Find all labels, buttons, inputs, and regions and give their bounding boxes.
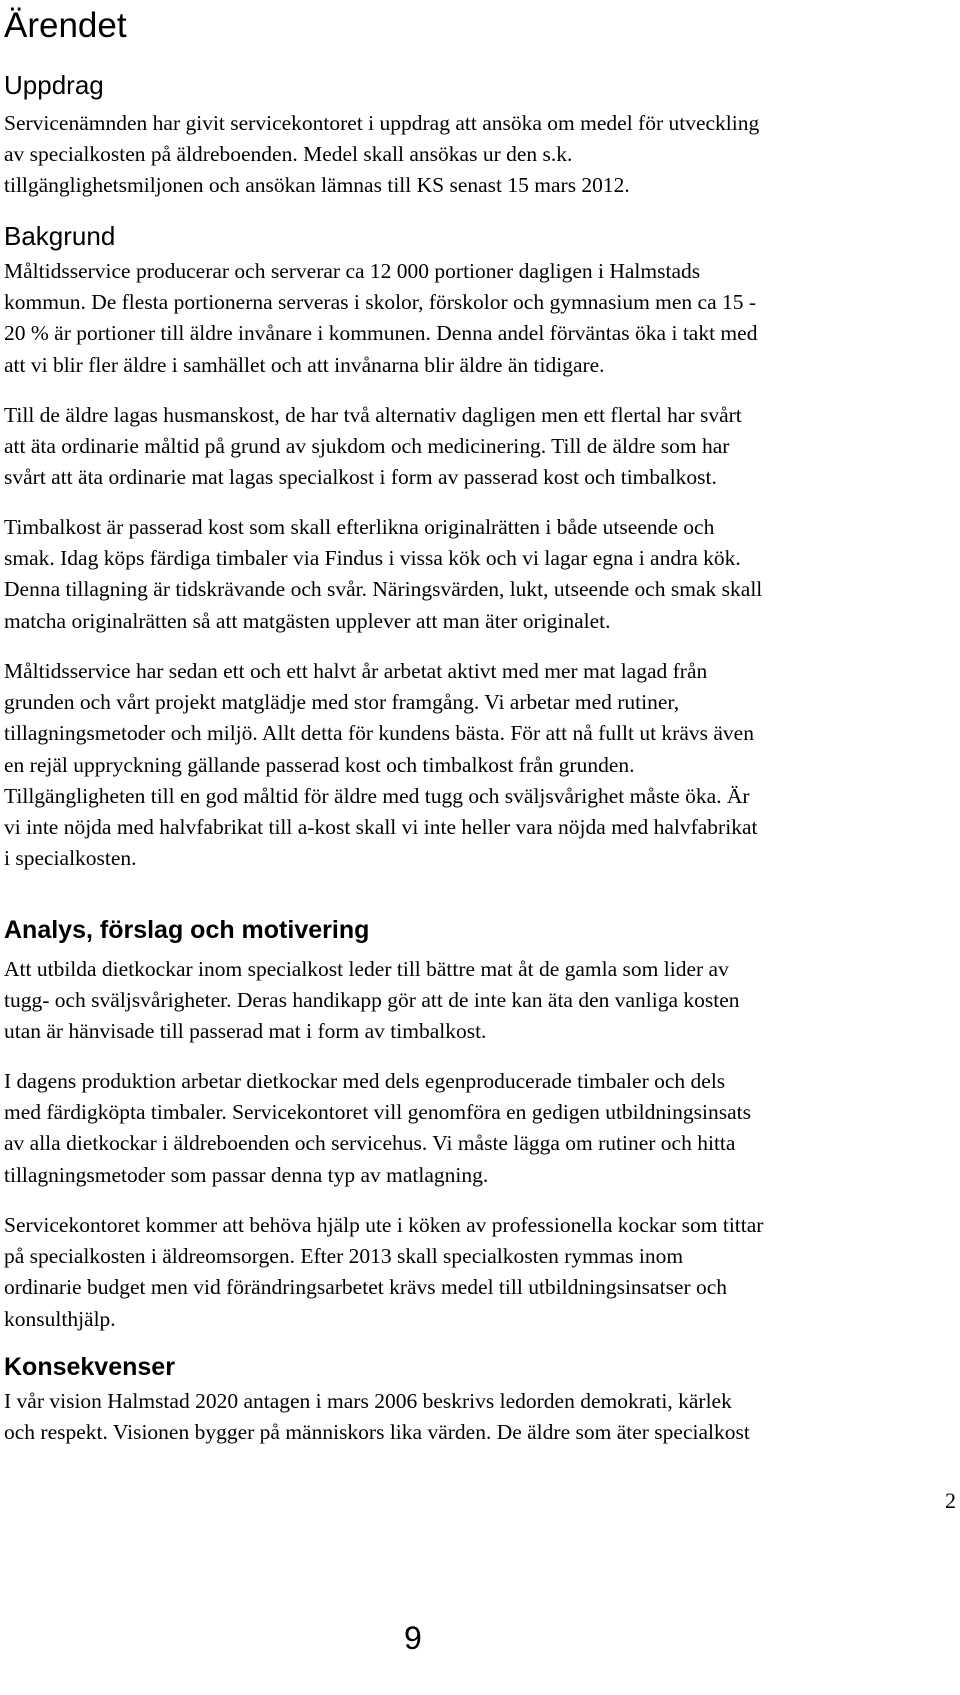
text-line: Måltidsservice producerar och serverar ca 12 000 portioner dagligen i Halmstads: [4, 259, 701, 283]
text-line: svårt att äta ordinarie mat lagas specialkost i form av passerad kost och timbalkost.: [4, 465, 717, 490]
page-number: 2: [945, 1488, 956, 1513]
text-line: på specialkosten i äldreomsorgen. Efter 2013 skall specialkosten rymmas inom: [4, 1244, 684, 1269]
text-line: Timbalkost är passerad kost som skall efterlikna originalrätten i både utseende och: [4, 515, 715, 539]
text-line: utan är hänvisade till passerad mat i form av timbalkost.: [4, 1019, 487, 1044]
text-line: smak. Idag köps färdiga timbaler via Findus i vissa kök och vi lagar egna i andra kök.: [4, 546, 741, 571]
heading-uppdrag: Uppdrag: [4, 70, 104, 100]
text-line: tillagningsmetoder och miljö. Allt detta för kundens bästa. För att nå fullt ut krävs även: [4, 721, 754, 746]
text-line: konsulthjälp.: [4, 1306, 116, 1331]
text-line: Tillgängligheten till en god måltid för äldre med tugg och sväljsvårighet måste öka. Är: [4, 783, 750, 808]
text-line: vi inte nöjda med halvfabrikat till a-kost skall vi inte heller vara nöjda med halvfabrikat: [4, 814, 758, 839]
text-line: matcha originalrätten så att matgästen upplever att man äter originalet.: [4, 608, 611, 633]
paragraph-konsekvenser-1: [4, 1386, 949, 1448]
text-line: Servicekontoret kommer att behöva hjälp ute i köken av professionella kockar som tittar: [4, 1213, 764, 1237]
footer-number: 9: [404, 1620, 422, 1656]
text-line: Att utbilda dietkockar inom specialkost leder till bättre mat åt de gamla som lider av: [4, 957, 729, 981]
heading-bakgrund: Bakgrund: [4, 221, 116, 251]
heading-analys: Analys, förslag och motivering: [4, 916, 370, 944]
paragraph-bakgrund-4: [4, 656, 949, 874]
text-line: grunden och vårt projekt matglädje med stor framgång. Vi arbetar med rutiner,: [4, 690, 680, 715]
text-line: I vår vision Halmstad 2020 antagen i mars 2006 beskrivs ledorden demokrati, kärlek: [4, 1389, 732, 1413]
text-line: och respekt. Visionen bygger på människors lika värden. De äldre som äter specialkost: [4, 1420, 750, 1445]
text-line: I dagens produktion arbetar dietkockar med dels egenproducerade timbaler och dels: [4, 1069, 726, 1093]
text-line: att vi blir fler äldre i samhället och att invånarna blir äldre än tidigare.: [4, 352, 605, 377]
text-line: av specialkosten på äldreboenden. Medel skall ansökas ur den s.k.: [4, 142, 573, 167]
text-line: i specialkosten.: [4, 846, 137, 871]
paragraph-uppdrag: [4, 108, 949, 202]
text-line: av alla dietkockar i äldreboenden och servicehus. Vi måste lägga om rutiner och hitta: [4, 1131, 736, 1156]
text-line: en rejäl uppryckning gällande passerad kost och timbalkost från grunden.: [4, 752, 635, 777]
text-line: kommun. De flesta portionerna serveras i skolor, förskolor och gymnasium men ca 15 -: [4, 290, 757, 315]
page-title: Ärendet: [4, 6, 127, 45]
paragraph-bakgrund-1: [4, 256, 949, 381]
paragraph-analys-1: [4, 954, 949, 1048]
text-line: ordinarie budget men vid förändringsarbetet krävs medel till utbildningsinsatser och: [4, 1275, 728, 1300]
paragraph-analys-2: [4, 1066, 949, 1191]
text-line: Måltidsservice har sedan ett och ett halvt år arbetat aktivt med mer mat lagad från: [4, 659, 708, 683]
text-line: att äta ordinarie måltid på grund av sjukdom och medicinering. Till de äldre som har: [4, 434, 730, 459]
heading-konsekvenser: Konsekvenser: [4, 1353, 175, 1381]
text-line: Servicenämnden har givit servicekontoret i uppdrag att ansöka om medel för utveckling: [4, 111, 760, 135]
paragraph-bakgrund-3: [4, 512, 949, 637]
text-line: tugg- och sväljsvårigheter. Deras handikapp gör att de inte kan äta den vanliga kosten: [4, 988, 740, 1013]
text-line: med färdigköpta timbaler. Servicekontoret vill genomföra en gedigen utbildningsinsats: [4, 1100, 751, 1125]
paragraph-bakgrund-2: [4, 400, 949, 494]
paragraph-analys-3: [4, 1210, 949, 1335]
text-line: tillagningsmetoder som passar denna typ av matlagning.: [4, 1162, 489, 1187]
text-line: tillgänglighetsmiljonen och ansökan lämnas till KS senast 15 mars 2012.: [4, 173, 630, 198]
text-line: Denna tillagning är tidskrävande och svår. Näringsvärden, lukt, utseende och smak skall: [4, 577, 763, 602]
text-line: 20 % är portioner till äldre invånare i kommunen. Denna andel förväntas öka i takt med: [4, 321, 758, 346]
text-line: Till de äldre lagas husmanskost, de har två alternativ dagligen men ett flertal har svårt: [4, 403, 742, 427]
